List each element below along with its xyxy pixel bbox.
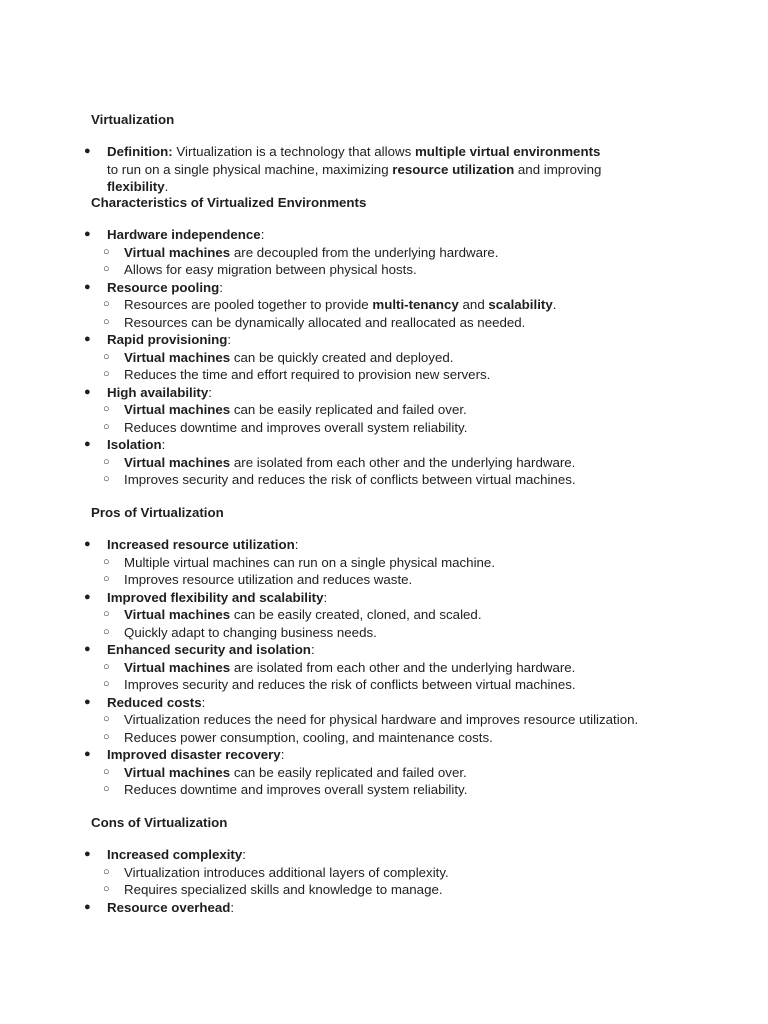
- sub-list-item: [0, 781, 768, 799]
- sub-list: [103, 864, 768, 899]
- sub-text: are isolated from each other and the underlying hardware.: [230, 659, 576, 675]
- sub-text: Resources can be dynamically allocated and reallocated as needed.: [124, 314, 526, 330]
- sub-text: and: [458, 297, 489, 312]
- hollow-bullet-icon: ○: [103, 350, 110, 363]
- definition-bold-1: multiple virtual environments: [414, 144, 601, 159]
- hollow-bullet-icon: ○: [103, 263, 110, 275]
- characteristics-heading: Characteristics of Virtualized Environments: [91, 195, 367, 210]
- sub-list-item: [0, 554, 768, 572]
- sub-list: [103, 401, 768, 436]
- sub-list: [103, 764, 768, 799]
- sub-list-item: [0, 659, 768, 677]
- hollow-bullet-icon: ○: [103, 625, 110, 638]
- definition-bold-2: resource utilization: [392, 161, 515, 177]
- definition-bold-3: flexibility: [107, 179, 165, 194]
- sub-list-item: [0, 349, 768, 367]
- list-item: [0, 436, 768, 489]
- sub-bold: multi-tenancy: [372, 297, 459, 312]
- sub-list: [103, 349, 768, 384]
- item-colon: :: [323, 589, 328, 605]
- filled-bullet-icon: ●: [84, 333, 91, 345]
- item-colon: :: [242, 847, 246, 862]
- list-item: [0, 746, 768, 799]
- sub-bold: Virtual machines: [124, 659, 231, 675]
- item-colon: :: [161, 437, 166, 452]
- sub-bold: Virtual machines: [124, 402, 231, 417]
- sub-text: can be easily replicated and failed over.: [230, 764, 467, 780]
- item-label: Resource pooling: [107, 279, 220, 295]
- list-item: [0, 694, 768, 747]
- sub-text: Improves security and reduces the risk of conflicts between virtual machines.: [124, 472, 576, 487]
- list-item: [0, 536, 768, 589]
- sub-text: Allows for easy migration between physical hosts.: [124, 262, 417, 277]
- hollow-bullet-icon: ○: [103, 473, 110, 485]
- item-label: Improved flexibility and scalability: [107, 589, 324, 605]
- list-item: [0, 846, 768, 899]
- filled-bullet-icon: ●: [84, 590, 91, 603]
- sub-text: Improves security and reduces the risk of conflicts between virtual machines.: [124, 677, 576, 692]
- sub-text: can be quickly created and deployed.: [230, 349, 454, 365]
- sub-list-item: [0, 729, 768, 747]
- sub-list-item: [0, 606, 768, 624]
- definition-block: [0, 143, 690, 196]
- pros-heading: Pros of Virtualization: [91, 505, 224, 520]
- sub-list-item: [0, 471, 768, 489]
- item-label: Rapid provisioning: [107, 332, 228, 347]
- sub-list-item: [0, 571, 768, 589]
- item-label: Improved disaster recovery: [107, 747, 281, 762]
- item-colon: :: [294, 537, 299, 552]
- sub-list-item: [0, 314, 768, 332]
- filled-bullet-icon: ●: [84, 228, 91, 240]
- hollow-bullet-icon: ○: [103, 608, 110, 620]
- pros-list: [0, 536, 768, 799]
- list-item: [0, 279, 768, 332]
- hollow-bullet-icon: ○: [103, 660, 110, 673]
- sub-list-item: [0, 711, 768, 729]
- item-colon: :: [310, 642, 315, 657]
- list-item: [0, 331, 768, 384]
- sub-bold: Virtual machines: [124, 349, 231, 365]
- hollow-bullet-icon: ○: [103, 883, 110, 895]
- hollow-bullet-icon: ○: [103, 573, 110, 585]
- hollow-bullet-icon: ○: [103, 555, 110, 568]
- sub-text: Resources are pooled together to provide: [124, 297, 373, 312]
- sub-list-item: [0, 881, 768, 899]
- sub-text: .: [552, 297, 557, 312]
- filled-bullet-icon: ●: [84, 900, 91, 913]
- filled-bullet-icon: ●: [84, 280, 91, 293]
- item-label: Increased resource utilization: [107, 537, 295, 552]
- filled-bullet-icon: ●: [84, 385, 91, 398]
- sub-text: Requires specialized skills and knowledge to manage.: [124, 882, 443, 897]
- item-label: Increased complexity: [107, 847, 243, 862]
- list-item: [0, 641, 768, 694]
- sub-list: [103, 296, 768, 331]
- sub-text: can be easily replicated and failed over.: [230, 402, 467, 417]
- item-label: Enhanced security and isolation: [107, 642, 311, 657]
- sub-bold: Virtual machines: [124, 454, 231, 470]
- hollow-bullet-icon: ○: [103, 298, 110, 310]
- sub-text: are decoupled from the underlying hardware.: [230, 244, 499, 260]
- hollow-bullet-icon: ○: [103, 865, 110, 878]
- sub-list: [103, 659, 768, 694]
- hollow-bullet-icon: ○: [103, 765, 110, 778]
- definition-item: [0, 143, 690, 196]
- title-heading: Virtualization: [91, 112, 175, 127]
- hollow-bullet-icon: ○: [103, 315, 110, 328]
- sub-text: Reduces the time and effort required to provision new servers.: [124, 367, 491, 382]
- sub-text: Multiple virtual machines can run on a single physical machine.: [124, 554, 496, 570]
- item-colon: :: [227, 332, 232, 347]
- sub-list-item: [0, 419, 768, 437]
- sub-text: Virtualization reduces the need for physical hardware and improves resource utilization.: [124, 712, 639, 727]
- definition-text: Virtualization is a technology that allows: [172, 144, 415, 159]
- sub-list: [103, 244, 768, 279]
- sub-list-item: [0, 366, 768, 384]
- list-item: [0, 899, 768, 917]
- sub-list: [103, 606, 768, 641]
- list-item: [0, 384, 768, 437]
- characteristics-list: [0, 226, 768, 489]
- item-colon: :: [201, 694, 206, 710]
- hollow-bullet-icon: ○: [103, 783, 110, 795]
- sub-list-item: [0, 261, 768, 279]
- sub-bold: Virtual machines: [124, 764, 231, 780]
- sub-list: [103, 554, 768, 589]
- sub-bold: scalability: [488, 297, 553, 312]
- filled-bullet-icon: ●: [84, 643, 91, 655]
- item-colon: :: [280, 747, 285, 762]
- sub-list-item: [0, 624, 768, 642]
- filled-bullet-icon: ●: [84, 438, 91, 450]
- item-label: Isolation: [107, 437, 162, 452]
- pros-section: [0, 536, 768, 799]
- hollow-bullet-icon: ○: [103, 455, 110, 468]
- sub-list-item: [0, 244, 768, 262]
- item-label: Hardware independence: [107, 227, 261, 242]
- characteristics-section: [0, 226, 768, 489]
- item-label: High availability: [107, 384, 209, 400]
- cons-section: [0, 846, 768, 916]
- item-label: Resource overhead: [107, 899, 231, 915]
- item-label: Reduced costs: [107, 694, 202, 710]
- definition-text: to run on a single physical machine, maximizing: [107, 161, 393, 177]
- hollow-bullet-icon: ○: [103, 245, 110, 258]
- sub-list-item: [0, 676, 768, 694]
- item-colon: :: [230, 899, 235, 915]
- cons-heading: Cons of Virtualization: [91, 815, 228, 830]
- sub-bold: Virtual machines: [124, 607, 231, 622]
- sub-list-item: [0, 401, 768, 419]
- list-item: [0, 589, 768, 642]
- filled-bullet-icon: ●: [84, 538, 91, 550]
- sub-bold: Virtual machines: [124, 244, 231, 260]
- list-item: [0, 226, 768, 279]
- hollow-bullet-icon: ○: [103, 403, 110, 415]
- hollow-bullet-icon: ○: [103, 678, 110, 690]
- item-colon: :: [260, 227, 265, 242]
- sub-text: Reduces downtime and improves overall system reliability.: [124, 419, 468, 435]
- definition-text: .: [164, 179, 169, 194]
- hollow-bullet-icon: ○: [103, 420, 110, 433]
- filled-bullet-icon: ●: [84, 848, 91, 860]
- sub-text: Reduces downtime and improves overall system reliability.: [124, 782, 468, 797]
- sub-text: Improves resource utilization and reduces waste.: [124, 572, 413, 587]
- sub-list-item: [0, 454, 768, 472]
- item-colon: :: [219, 279, 223, 295]
- definition-label: Definition:: [107, 144, 173, 159]
- hollow-bullet-icon: ○: [103, 730, 110, 743]
- sub-text: are isolated from each other and the underlying hardware.: [230, 454, 576, 470]
- sub-list: [103, 711, 768, 746]
- definition-list: [0, 143, 690, 196]
- filled-bullet-icon: ●: [84, 145, 91, 157]
- sub-list: [103, 454, 768, 489]
- sub-list-item: [0, 764, 768, 782]
- sub-text: Virtualization introduces additional layers of complexity.: [124, 864, 449, 880]
- hollow-bullet-icon: ○: [103, 713, 110, 725]
- filled-bullet-icon: ●: [84, 748, 91, 760]
- sub-list-item: [0, 864, 768, 882]
- definition-text: and improving: [514, 161, 602, 177]
- sub-text: Quickly adapt to changing business needs.: [124, 624, 377, 640]
- sub-text: can be easily created, cloned, and scaled.: [230, 607, 482, 622]
- sub-list-item: [0, 296, 768, 314]
- hollow-bullet-icon: ○: [103, 368, 110, 380]
- sub-text: Reduces power consumption, cooling, and maintenance costs.: [124, 729, 493, 745]
- item-colon: :: [208, 384, 212, 400]
- filled-bullet-icon: ●: [84, 695, 91, 708]
- cons-list: [0, 846, 768, 916]
